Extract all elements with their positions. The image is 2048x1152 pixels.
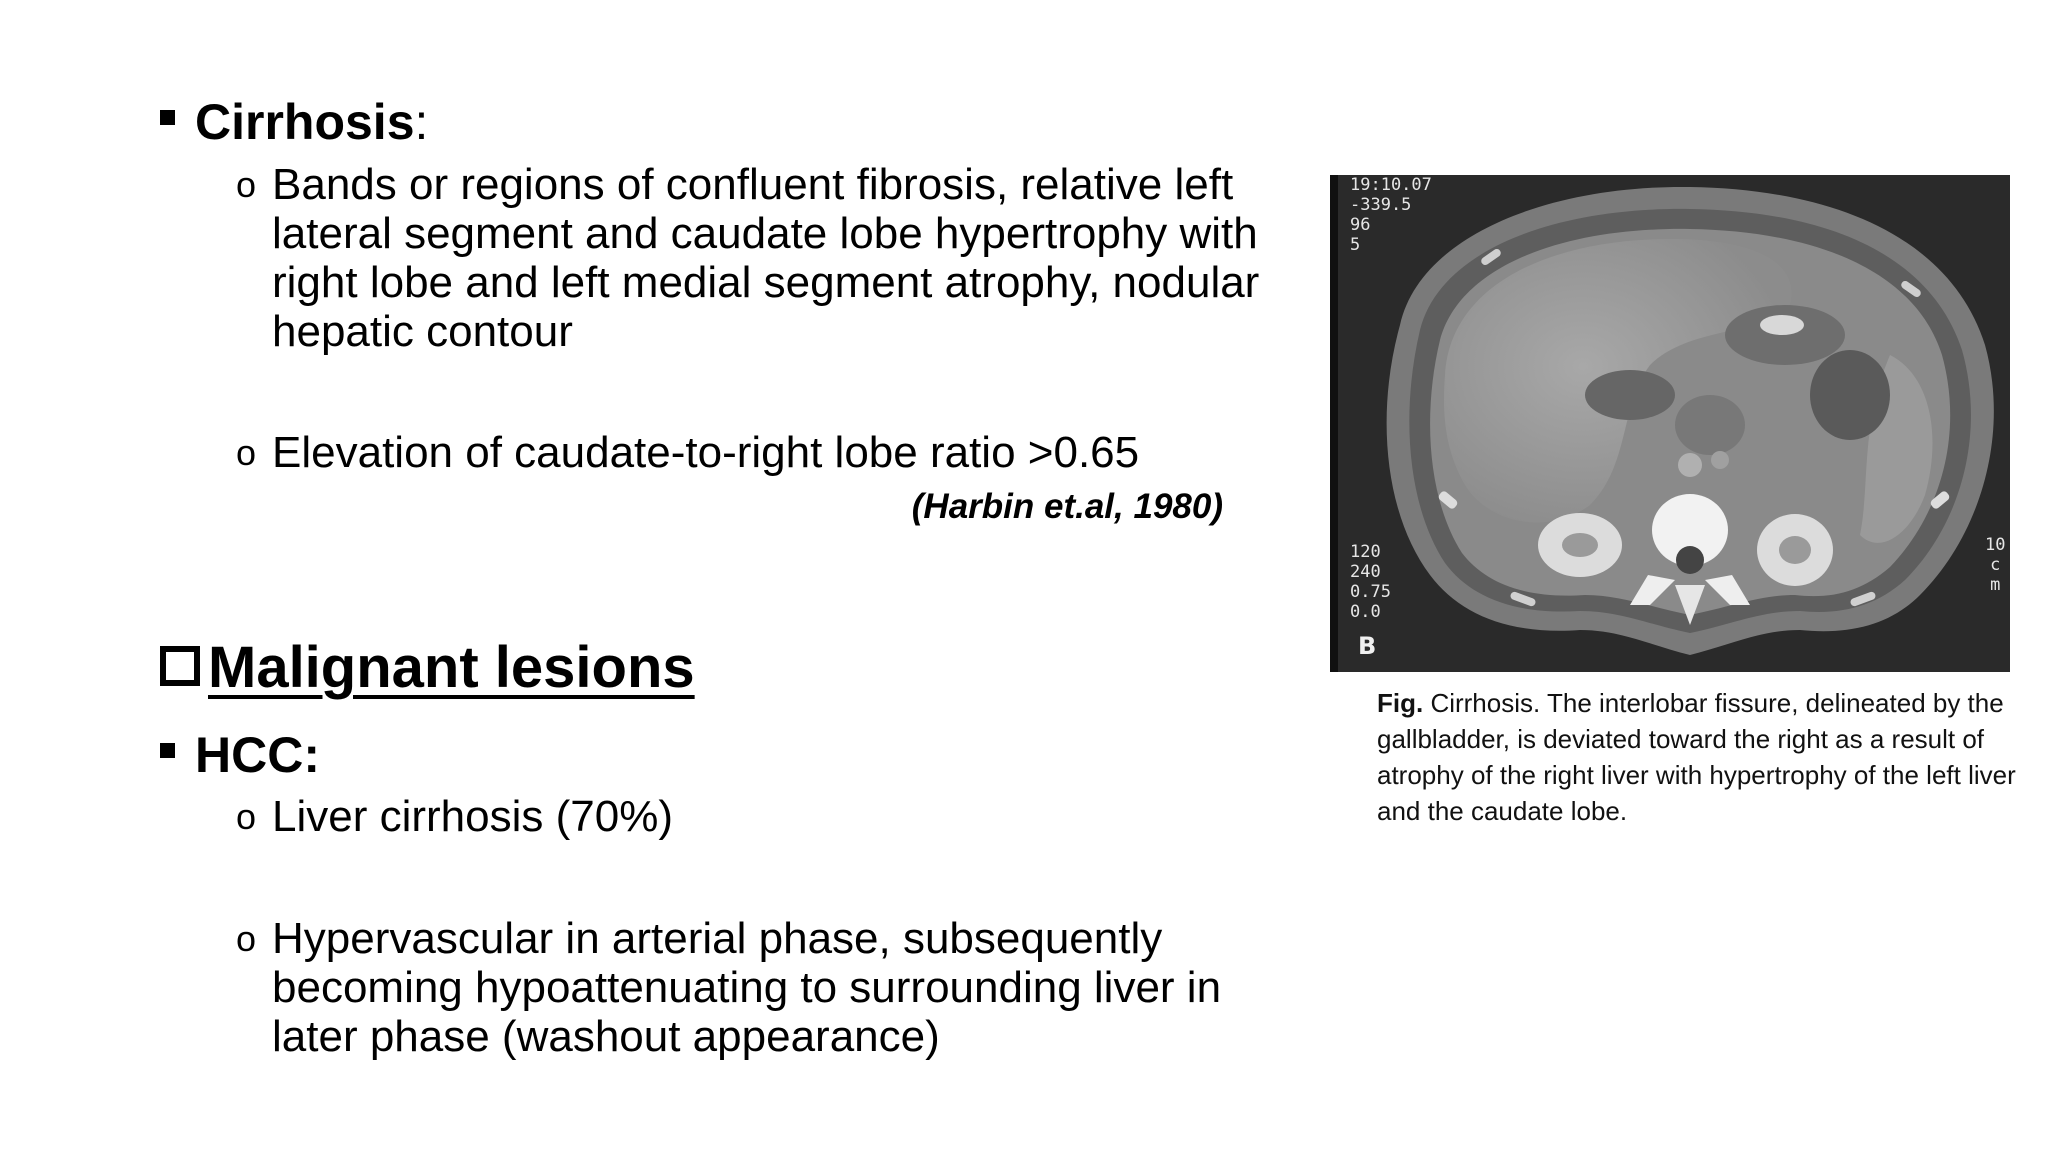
citation: (Harbin et.al, 1980) [911,487,1223,526]
figure-caption [1377,685,2027,829]
cirrhosis-point-1-text: Bands or regions of confluent fibrosis, relative left lateral segment and caudate lobe hypertrophy with right lobe and left medial segment atrophy, nodular hepatic contour [272,160,1260,356]
circle-bullet-icon: o [236,918,257,959]
square-bullet-icon [160,110,175,125]
ct-overlay-line-7: 0.75 [1350,582,1391,602]
cirrhosis-colon: : [414,94,429,150]
caption-text: Cirrhosis. The interlobar fissure, delineated by the gallbladder, is deviated toward the right as a result of atrophy of the right liver with hypertrophy of the left liver and the caudate lobe. [1377,688,2016,826]
cirrhosis-point-1 [236,160,1286,356]
cirrhosis-point-2 [236,428,1286,477]
hcc-point-1 [236,792,1286,841]
ct-scan-image [1330,175,2010,672]
malignant-lesions-heading [160,633,695,703]
ct-scale-line-2: c [1990,555,2001,575]
hcc-point-2 [236,914,1286,1061]
ct-scale-line-3: m [1990,575,2001,595]
ct-overlay-line-1: 19:10.07 [1350,175,1432,195]
malignant-lesions-title: Malignant lesions [208,635,695,700]
square-bullet-icon [160,743,175,758]
ct-overlay-line-8: 0.0 [1350,602,1381,622]
ct-overlay-bottom [1350,542,1391,622]
ct-overlay-top [1350,175,1432,255]
ct-scale-line-1: 10 [1985,535,2006,555]
hcc-heading [160,725,320,785]
circle-bullet-icon: o [236,164,257,205]
ct-overlay-line-3: 96 [1350,215,1371,235]
ct-overlay-line-5: 120 [1350,542,1381,562]
circle-bullet-icon: o [236,796,257,837]
cirrhosis-point-2-text: Elevation of caudate-to-right lobe ratio >0.65 [272,428,1140,477]
ct-scan-drawing [1330,175,2010,672]
ct-overlay-line-4: 5 [1350,235,1361,255]
hcc-point-1-text: Liver cirrhosis (70%) [272,792,673,841]
ct-overlay-line-2: -339.5 [1350,195,1412,215]
ct-corner-letter: B [1358,632,1377,660]
cirrhosis-title: Cirrhosis [195,94,415,150]
circle-bullet-icon: o [236,432,257,473]
caption-label: Fig. [1377,688,1424,718]
checkbox-bullet-icon [160,646,200,686]
cirrhosis-heading [160,92,428,152]
hcc-title: HCC: [195,727,320,783]
hcc-point-2-text: Hypervascular in arterial phase, subsequently becoming hypoattenuating to surrounding liver in later phase (washout appearance) [272,914,1222,1061]
ct-overlay-line-6: 240 [1350,562,1381,582]
ct-scale-label [1985,535,2005,595]
